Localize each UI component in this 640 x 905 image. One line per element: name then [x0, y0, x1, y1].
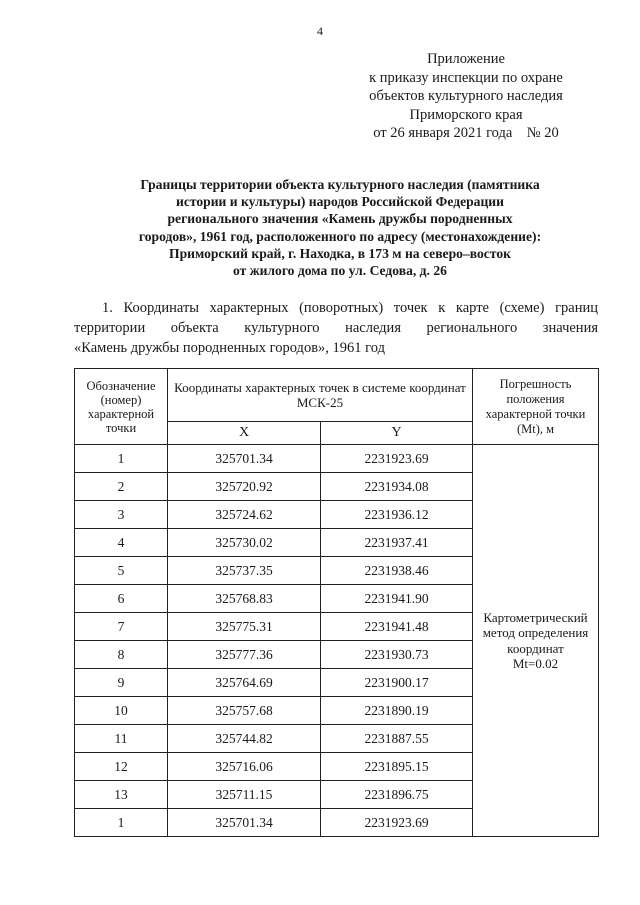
coord-x: 325737.35	[168, 557, 321, 585]
point-number: 12	[75, 753, 168, 781]
coord-y: 2231934.08	[321, 473, 473, 501]
header-accuracy: Погрешность положения характерной точки (Mt), м	[473, 369, 599, 445]
header-x: X	[168, 422, 321, 445]
coord-y: 2231890.19	[321, 697, 473, 725]
coord-y: 2231936.12	[321, 501, 473, 529]
coord-y: 2231941.48	[321, 613, 473, 641]
coord-y: 2231900.17	[321, 669, 473, 697]
title-line: Приморский край, г. Находка, в 173 м на северо–восток	[169, 245, 511, 261]
coord-x: 325730.02	[168, 529, 321, 557]
appendix-block	[330, 50, 602, 143]
paragraph-line: «Камень дружбы породненных городов», 1961 год	[74, 340, 385, 356]
point-number: 1	[75, 445, 168, 473]
point-number: 2	[75, 473, 168, 501]
page-number: 4	[317, 24, 323, 38]
coord-x: 325711.15	[168, 781, 321, 809]
appendix-line: объектов культурного наследия	[369, 88, 563, 104]
appendix-line: Приморского края	[409, 106, 523, 123]
header-y: Y	[321, 422, 473, 445]
coord-y: 2231937.41	[321, 529, 473, 557]
paragraph-line: 1. Координаты характерных (поворотных) точек к карте (схеме) границ	[102, 300, 598, 316]
accuracy-line: координат	[507, 640, 564, 656]
intro-paragraph	[74, 298, 598, 358]
title-line: регионального значения «Камень дружбы породненных	[167, 211, 513, 227]
coord-x: 325775.31	[168, 613, 321, 641]
header-coordinate-system: Координаты характерных точек в системе координат МСК-25	[168, 369, 473, 422]
paragraph-line: территории объекта культурного наследия регионального значения	[74, 320, 598, 336]
coordinates-table	[74, 368, 599, 837]
coord-x: 325701.34	[168, 445, 321, 473]
appendix-line: к приказу инспекции по охране	[369, 69, 563, 86]
point-number: 8	[75, 641, 168, 669]
header-point-number: Обозначение (номер) характерной точки	[75, 369, 168, 445]
coord-x: 325701.34	[168, 809, 321, 837]
coord-x: 325777.36	[168, 641, 321, 669]
appendix-line: от 26 января 2021 года № 20	[373, 125, 559, 141]
point-number: 9	[75, 669, 168, 697]
coord-x: 325720.92	[168, 473, 321, 501]
title-line: от жилого дома по ул. Седова, д. 26	[233, 263, 447, 279]
point-number: 4	[75, 529, 168, 557]
point-number: 3	[75, 501, 168, 529]
coord-y: 2231923.69	[321, 809, 473, 837]
coord-x: 325724.62	[168, 501, 321, 529]
coord-y: 2231941.90	[321, 585, 473, 613]
coord-y: 2231923.69	[321, 445, 473, 473]
coord-x: 325768.83	[168, 585, 321, 613]
coord-x: 325744.82	[168, 725, 321, 753]
coord-x: 325764.69	[168, 669, 321, 697]
title-line: Границы территории объекта культурного наследия (памятника	[140, 177, 540, 192]
coord-y: 2231895.15	[321, 753, 473, 781]
title-line: городов», 1961 год, расположенного по адресу (местонахождение):	[138, 228, 542, 244]
coord-x: 325716.06	[168, 753, 321, 781]
coord-y: 2231938.46	[321, 557, 473, 585]
accuracy-line: Картометрический	[483, 609, 588, 625]
coord-x: 325757.68	[168, 697, 321, 725]
point-number: 6	[75, 585, 168, 613]
point-number: 5	[75, 557, 168, 585]
table-row	[75, 445, 599, 473]
point-number: 13	[75, 781, 168, 809]
point-number: 11	[75, 725, 168, 753]
document-title	[84, 176, 596, 279]
coord-y: 2231930.73	[321, 641, 473, 669]
point-number: 7	[75, 613, 168, 641]
point-number: 10	[75, 697, 168, 725]
appendix-line: Приложение	[427, 51, 505, 67]
accuracy-line: метод определения	[482, 625, 589, 640]
accuracy-line: Mt=0.02	[512, 656, 559, 671]
point-number: 1	[75, 809, 168, 837]
title-line: истории и культуры) народов Российской Федерации	[176, 194, 504, 210]
coord-y: 2231887.55	[321, 725, 473, 753]
accuracy-value	[473, 445, 599, 837]
coord-y: 2231896.75	[321, 781, 473, 809]
